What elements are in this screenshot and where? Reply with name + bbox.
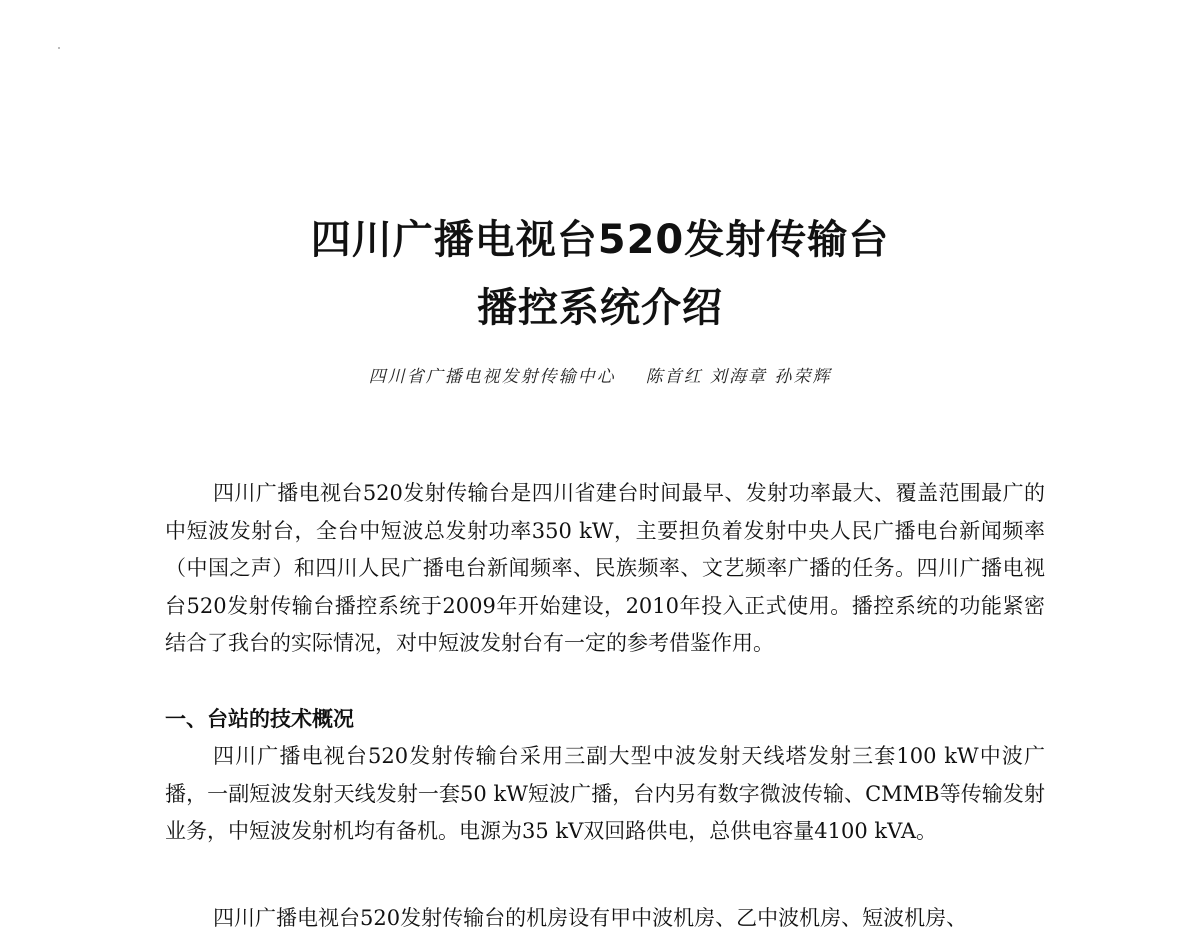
author-names: 陈首红 刘海章 孙荣辉 <box>645 367 832 387</box>
section1-paragraph: 四川广播电视台520发射传输台采用三副大型中波发射天线塔发射三套100 kW中波广播，一副短波发射天线发射一套50 kW短波广播，台内另有数字微波传输、CMMB等传输发射业务，中短波发射机均有备机。电源为35 kV双回路供电，总供电容量4100 kVA。 <box>165 744 1045 843</box>
section-heading: 一、台站的技术概况 <box>165 707 354 731</box>
article-title-line2: 播控系统介绍 <box>477 285 723 331</box>
intro-paragraph: 四川广播电视台520发射传输台是四川省建台时间最早、发射功率最大、覆盖范围最广的中短波发射台，全台中短波总发射功率350 kW，主要担负着发射中央人民广播电台新闻频率（中国之声）和四川人民广播电台新闻频率、民族频率、文艺频率广播的任务。四川广播电视台520发射传输台播控系统于2009年开始建设，2010年投入正式使用。播控系统的功能紧密结合了我台的实际情况，对中短波发射台有一定的参考借鉴作用。 <box>165 481 1045 655</box>
author-line <box>0 362 1200 387</box>
section1-paragraph-continued: 四川广播电视台520发射传输台的机房设有甲中波机房、乙中波机房、短波机房、 <box>213 906 968 930</box>
scan-speck <box>58 47 60 49</box>
author-organization: 四川省广播电视发射传输中心 <box>368 367 616 387</box>
article-title-line1: 四川广播电视台520发射传输台 <box>310 217 890 263</box>
